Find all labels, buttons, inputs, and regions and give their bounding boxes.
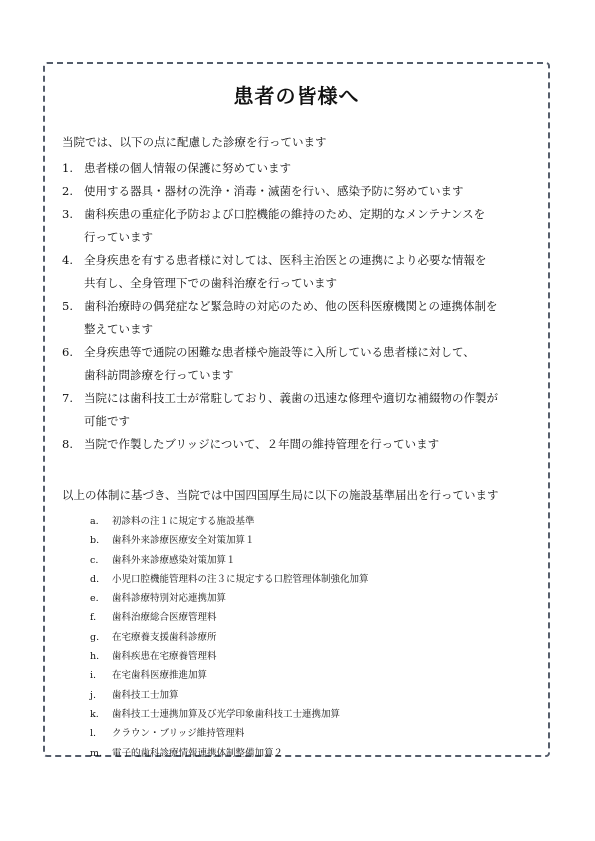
standards-list [90, 512, 369, 763]
policy-text: 当院には歯科技工士が常駐しており、義歯の迅速な修理や適切な補綴物の作製が [84, 391, 498, 405]
standard-letter: j. [90, 689, 96, 701]
intro-text: 当院では、以下の点に配慮した診療を行っています [62, 135, 327, 149]
standard-letter: d. [90, 573, 100, 585]
notice-frame [43, 62, 550, 757]
standard-letter: b. [90, 535, 100, 547]
standard-text: 電子的歯科診療情報連携体制整備加算２ [112, 747, 284, 759]
standard-letter: i. [90, 670, 97, 682]
standard-letter: g. [90, 631, 100, 643]
standard-item [90, 705, 369, 724]
standards-intro-text: 以上の体制に基づき、当院では中国四国厚生局に以下の施設基準届出を行っています [62, 488, 499, 502]
policy-text: 当院で作製したブリッジについて、２年間の維持管理を行っています [84, 437, 440, 451]
policy-item [62, 203, 542, 249]
standard-item [90, 551, 369, 570]
policy-list [62, 157, 542, 456]
policy-number: 1. [62, 161, 73, 175]
policy-text: 全身疾患等で通院の困難な患者様や施設等に入所している患者様に対して、 [84, 345, 475, 359]
policy-text: 全身疾患を有する患者様に対しては、医科主治医との連携により必要な情報を [84, 253, 487, 267]
policy-number: 2. [62, 184, 73, 198]
standard-item [90, 628, 369, 647]
standard-item [90, 647, 369, 666]
standard-text: 歯科疾患在宅療養管理料 [112, 651, 217, 663]
standard-text: 歯科技工士連携加算及び光学印象歯科技工士連携加算 [112, 708, 341, 720]
policy-item [62, 295, 542, 341]
policy-number: 4. [62, 253, 73, 267]
standard-item [90, 744, 369, 763]
policy-text-continued: 整えています [84, 322, 153, 336]
standard-item [90, 512, 369, 531]
policy-item [62, 180, 542, 203]
standard-item [90, 570, 369, 589]
standard-item [90, 589, 369, 608]
standard-text: 歯科技工士加算 [112, 689, 179, 701]
standard-item [90, 724, 369, 743]
standard-text: 歯科外来診療感染対策加算１ [112, 554, 236, 566]
policy-text: 患者様の個人情報の保護に努めています [84, 161, 291, 175]
standard-letter: m. [90, 747, 103, 759]
standard-text: 歯科治療総合医療管理料 [112, 612, 217, 624]
policy-item [62, 433, 542, 456]
policy-text-continued: 可能です [84, 414, 130, 428]
policy-item [62, 157, 542, 180]
standard-text: 歯科診療特別対応連携加算 [112, 593, 227, 605]
standard-letter: c. [90, 554, 99, 566]
standard-text: 在宅療養支援歯科診療所 [112, 631, 217, 643]
standard-item [90, 608, 369, 627]
policy-number: 3. [62, 207, 73, 221]
standard-text: クラウン・ブリッジ維持管理料 [112, 728, 245, 740]
policy-text-continued: 歯科訪問診療を行っています [84, 368, 234, 382]
standard-text: 初診料の注１に規定する施設基準 [112, 516, 255, 527]
standard-letter: e. [90, 593, 99, 605]
policy-number: 6. [62, 345, 73, 359]
policy-text: 歯科疾患の重症化予防および口腔機能の維持のため、定期的なメンテナンスを [84, 207, 486, 221]
policy-text: 使用する器具・器材の洗浄・消毒・滅菌を行い、感染予防に努めています [84, 184, 464, 198]
standard-letter: a. [90, 516, 99, 527]
policy-item [62, 341, 542, 387]
standard-item [90, 686, 369, 705]
page-title: 患者の皆様へ [233, 84, 360, 108]
standard-text: 歯科外来診療医療安全対策加算１ [112, 535, 255, 547]
policy-item [62, 249, 542, 295]
policy-text-continued: 行っています [84, 230, 153, 244]
policy-number: 7. [62, 391, 73, 405]
standard-letter: h. [90, 651, 100, 663]
policy-number: 5. [62, 299, 73, 313]
standard-letter: k. [90, 708, 99, 720]
standard-letter: f. [90, 612, 97, 624]
standard-text: 在宅歯科医療推進加算 [112, 670, 208, 682]
policy-text-continued: 共有し、全身管理下での歯科治療を行っています [84, 276, 337, 290]
policy-text: 歯科治療時の偶発症など緊急時の対応のため、他の医科医療機関との連携体制を [84, 299, 498, 313]
policy-item [62, 387, 542, 433]
standard-text: 小児口腔機能管理料の注３に規定する口腔管理体制強化加算 [112, 573, 369, 585]
standard-letter: l. [90, 728, 97, 740]
standard-item [90, 666, 369, 685]
standard-item [90, 531, 369, 550]
policy-number: 8. [62, 437, 73, 451]
